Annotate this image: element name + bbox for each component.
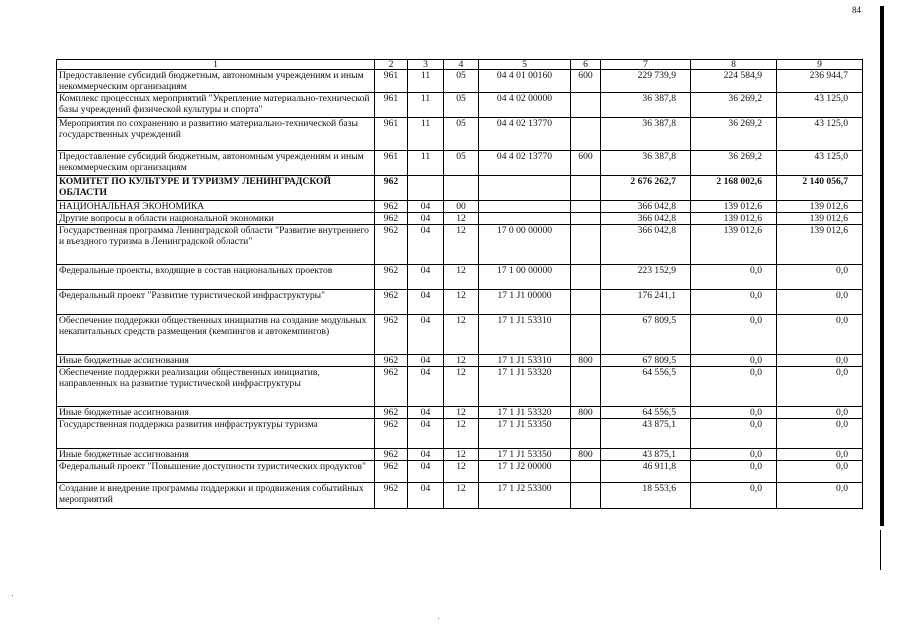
cell-amount-col8: 139 012,6 bbox=[691, 225, 777, 265]
cell-expense-type: 600 bbox=[571, 70, 601, 93]
cell-target-article: 04 4 01 00160 bbox=[479, 70, 571, 93]
cell-grbs: 962 bbox=[375, 315, 408, 355]
cell-amount-col7: 43 875,1 bbox=[601, 419, 691, 449]
cell-grbs: 962 bbox=[375, 355, 408, 367]
cell-amount-col9: 43 125,0 bbox=[777, 151, 863, 176]
header-cell-1: 1 bbox=[57, 60, 375, 70]
cell-amount-col8: 139 012,6 bbox=[691, 201, 777, 213]
cell-subsection: 05 bbox=[444, 70, 479, 93]
cell-subsection: 12 bbox=[444, 449, 479, 461]
cell-grbs: 961 bbox=[375, 151, 408, 176]
cell-subsection: 05 bbox=[444, 118, 479, 151]
cell-amount-col9: 0,0 bbox=[777, 461, 863, 483]
cell-amount-col8: 0,0 bbox=[691, 483, 777, 509]
cell-amount-col8: 0,0 bbox=[691, 290, 777, 315]
cell-amount-col9: 0,0 bbox=[777, 265, 863, 290]
cell-amount-col8: 0,0 bbox=[691, 265, 777, 290]
cell-expense-type: 800 bbox=[571, 407, 601, 419]
cell-name: Предоставление субсидий бюджетным, автономным учреждениям и иным некоммерческим организациям bbox=[57, 70, 375, 93]
cell-target-article bbox=[479, 176, 571, 201]
cell-amount-col7: 229 739,9 bbox=[601, 70, 691, 93]
cell-section: 04 bbox=[408, 290, 444, 315]
cell-grbs: 961 bbox=[375, 118, 408, 151]
cell-subsection: 12 bbox=[444, 213, 479, 225]
cell-grbs: 962 bbox=[375, 265, 408, 290]
cell-expense-type bbox=[571, 201, 601, 213]
cell-grbs: 962 bbox=[375, 449, 408, 461]
scan-speck bbox=[12, 595, 13, 596]
cell-amount-col9: 0,0 bbox=[777, 367, 863, 407]
cell-amount-col9: 0,0 bbox=[777, 449, 863, 461]
table-row bbox=[57, 93, 863, 118]
cell-subsection bbox=[444, 176, 479, 201]
cell-section: 04 bbox=[408, 407, 444, 419]
cell-section: 04 bbox=[408, 483, 444, 509]
header-cell-8: 8 bbox=[691, 60, 777, 70]
table-row bbox=[57, 315, 863, 355]
cell-name: Федеральные проекты, входящие в состав национальных проектов bbox=[57, 265, 375, 290]
cell-target-article bbox=[479, 201, 571, 213]
page-number: 84 bbox=[852, 5, 861, 15]
header-cell-3: 3 bbox=[408, 60, 444, 70]
cell-target-article: 17 1 J1 53350 bbox=[479, 449, 571, 461]
cell-target-article: 17 1 J1 53310 bbox=[479, 315, 571, 355]
budget-table bbox=[56, 59, 863, 509]
cell-amount-col8: 0,0 bbox=[691, 367, 777, 407]
cell-amount-col8: 0,0 bbox=[691, 449, 777, 461]
cell-grbs: 962 bbox=[375, 201, 408, 213]
cell-subsection: 00 bbox=[444, 201, 479, 213]
table-row bbox=[57, 355, 863, 367]
table-row bbox=[57, 449, 863, 461]
cell-subsection: 12 bbox=[444, 355, 479, 367]
cell-grbs: 962 bbox=[375, 483, 408, 509]
cell-section: 04 bbox=[408, 449, 444, 461]
cell-amount-col9: 43 125,0 bbox=[777, 118, 863, 151]
scan-edge-line-lower bbox=[880, 530, 881, 570]
cell-amount-col7: 36 387,8 bbox=[601, 151, 691, 176]
cell-name: Мероприятия по сохранению и развитию материально-технической базы государственных учреждений bbox=[57, 118, 375, 151]
cell-amount-col7: 2 676 262,7 bbox=[601, 176, 691, 201]
cell-expense-type bbox=[571, 93, 601, 118]
cell-section: 11 bbox=[408, 118, 444, 151]
cell-name: КОМИТЕТ ПО КУЛЬТУРЕ И ТУРИЗМУ ЛЕНИНГРАДСКОЙ ОБЛАСТИ bbox=[57, 176, 375, 201]
cell-target-article: 17 1 J1 53320 bbox=[479, 407, 571, 419]
cell-amount-col9: 0,0 bbox=[777, 290, 863, 315]
cell-amount-col7: 67 809,5 bbox=[601, 355, 691, 367]
cell-subsection: 12 bbox=[444, 461, 479, 483]
cell-grbs: 962 bbox=[375, 419, 408, 449]
cell-amount-col9: 0,0 bbox=[777, 355, 863, 367]
scan-speck bbox=[438, 618, 439, 619]
cell-expense-type: 800 bbox=[571, 449, 601, 461]
scan-edge-line bbox=[880, 6, 884, 526]
table-row bbox=[57, 176, 863, 201]
cell-amount-col7: 36 387,8 bbox=[601, 118, 691, 151]
cell-amount-col8: 36 269,2 bbox=[691, 151, 777, 176]
cell-name: Федеральный проект "Повышение доступности туристических продуктов" bbox=[57, 461, 375, 483]
cell-amount-col8: 0,0 bbox=[691, 315, 777, 355]
cell-expense-type: 600 bbox=[571, 151, 601, 176]
cell-expense-type bbox=[571, 213, 601, 225]
table-row bbox=[57, 213, 863, 225]
cell-name: Федеральный проект "Развитие туристической инфраструктуры" bbox=[57, 290, 375, 315]
table-row bbox=[57, 118, 863, 151]
table-row bbox=[57, 70, 863, 93]
cell-expense-type: 800 bbox=[571, 355, 601, 367]
cell-amount-col8: 36 269,2 bbox=[691, 93, 777, 118]
cell-amount-col8: 139 012,6 bbox=[691, 213, 777, 225]
table-row bbox=[57, 290, 863, 315]
cell-name: НАЦИОНАЛЬНАЯ ЭКОНОМИКА bbox=[57, 201, 375, 213]
cell-amount-col7: 366 042,8 bbox=[601, 225, 691, 265]
header-cell-2: 2 bbox=[375, 60, 408, 70]
cell-amount-col9: 139 012,6 bbox=[777, 225, 863, 265]
cell-name: Иные бюджетные ассигнования bbox=[57, 355, 375, 367]
cell-target-article: 17 1 J1 53310 bbox=[479, 355, 571, 367]
cell-amount-col9: 0,0 bbox=[777, 483, 863, 509]
table-row bbox=[57, 461, 863, 483]
cell-grbs: 962 bbox=[375, 367, 408, 407]
cell-section: 11 bbox=[408, 70, 444, 93]
cell-section: 11 bbox=[408, 151, 444, 176]
cell-amount-col9: 0,0 bbox=[777, 315, 863, 355]
cell-target-article: 17 0 00 00000 bbox=[479, 225, 571, 265]
cell-target-article: 04 4 02 00000 bbox=[479, 93, 571, 118]
cell-grbs: 962 bbox=[375, 407, 408, 419]
cell-target-article: 17 1 J1 53350 bbox=[479, 419, 571, 449]
cell-section bbox=[408, 176, 444, 201]
cell-subsection: 12 bbox=[444, 265, 479, 290]
cell-name: Обеспечение поддержки общественных инициатив на создание модульных некапитальных средств размещения (кемпингов и автокемпингов) bbox=[57, 315, 375, 355]
cell-amount-col9: 236 944,7 bbox=[777, 70, 863, 93]
cell-name: Государственная поддержка развития инфраструктуры туризма bbox=[57, 419, 375, 449]
cell-subsection: 12 bbox=[444, 407, 479, 419]
cell-subsection: 12 bbox=[444, 315, 479, 355]
cell-grbs: 962 bbox=[375, 176, 408, 201]
cell-subsection: 12 bbox=[444, 290, 479, 315]
cell-subsection: 05 bbox=[444, 151, 479, 176]
cell-amount-col8: 224 584,9 bbox=[691, 70, 777, 93]
cell-target-article: 17 1 J2 00000 bbox=[479, 461, 571, 483]
cell-expense-type bbox=[571, 419, 601, 449]
cell-amount-col7: 43 875,1 bbox=[601, 449, 691, 461]
cell-grbs: 962 bbox=[375, 461, 408, 483]
cell-target-article: 17 1 J1 53320 bbox=[479, 367, 571, 407]
cell-amount-col7: 18 553,6 bbox=[601, 483, 691, 509]
cell-amount-col8: 0,0 bbox=[691, 407, 777, 419]
table-header-row bbox=[57, 60, 863, 70]
cell-target-article: 17 1 J1 00000 bbox=[479, 290, 571, 315]
cell-name: Другие вопросы в области национальной экономики bbox=[57, 213, 375, 225]
header-cell-5: 5 bbox=[479, 60, 571, 70]
cell-amount-col7: 223 152,9 bbox=[601, 265, 691, 290]
table-row bbox=[57, 225, 863, 265]
table-row bbox=[57, 407, 863, 419]
cell-name: Обеспечение поддержки реализации общественных инициатив, направленных на развитие туристической инфраструктуры bbox=[57, 367, 375, 407]
cell-section: 04 bbox=[408, 367, 444, 407]
cell-section: 04 bbox=[408, 315, 444, 355]
cell-section: 11 bbox=[408, 93, 444, 118]
cell-expense-type bbox=[571, 290, 601, 315]
cell-target-article: 04 4 02 13770 bbox=[479, 118, 571, 151]
cell-amount-col8: 0,0 bbox=[691, 419, 777, 449]
cell-amount-col7: 176 241,1 bbox=[601, 290, 691, 315]
cell-subsection: 12 bbox=[444, 483, 479, 509]
cell-name: Иные бюджетные ассигнования bbox=[57, 449, 375, 461]
cell-target-article: 17 1 00 00000 bbox=[479, 265, 571, 290]
cell-target-article bbox=[479, 213, 571, 225]
cell-section: 04 bbox=[408, 461, 444, 483]
cell-section: 04 bbox=[408, 213, 444, 225]
header-cell-4: 4 bbox=[444, 60, 479, 70]
cell-grbs: 961 bbox=[375, 93, 408, 118]
cell-expense-type bbox=[571, 265, 601, 290]
header-cell-7: 7 bbox=[601, 60, 691, 70]
cell-expense-type bbox=[571, 367, 601, 407]
cell-amount-col9: 139 012,6 bbox=[777, 201, 863, 213]
cell-expense-type bbox=[571, 118, 601, 151]
cell-amount-col8: 36 269,2 bbox=[691, 118, 777, 151]
table-row bbox=[57, 201, 863, 213]
cell-expense-type bbox=[571, 483, 601, 509]
cell-target-article: 17 1 J2 53300 bbox=[479, 483, 571, 509]
cell-grbs: 962 bbox=[375, 225, 408, 265]
cell-expense-type bbox=[571, 461, 601, 483]
cell-grbs: 962 bbox=[375, 213, 408, 225]
cell-amount-col7: 67 809,5 bbox=[601, 315, 691, 355]
cell-amount-col7: 366 042,8 bbox=[601, 201, 691, 213]
cell-amount-col7: 366 042,8 bbox=[601, 213, 691, 225]
cell-amount-col9: 2 140 056,7 bbox=[777, 176, 863, 201]
table-row bbox=[57, 151, 863, 176]
cell-grbs: 962 bbox=[375, 290, 408, 315]
cell-subsection: 05 bbox=[444, 93, 479, 118]
cell-grbs: 961 bbox=[375, 70, 408, 93]
table-row bbox=[57, 419, 863, 449]
cell-name: Иные бюджетные ассигнования bbox=[57, 407, 375, 419]
cell-subsection: 12 bbox=[444, 419, 479, 449]
cell-section: 04 bbox=[408, 225, 444, 265]
cell-amount-col7: 36 387,8 bbox=[601, 93, 691, 118]
cell-subsection: 12 bbox=[444, 225, 479, 265]
cell-name: Комплекс процессных мероприятий "Укрепление материально-технической базы учреждений физической культуры и спорта" bbox=[57, 93, 375, 118]
cell-amount-col8: 0,0 bbox=[691, 461, 777, 483]
cell-amount-col9: 43 125,0 bbox=[777, 93, 863, 118]
cell-name: Предоставление субсидий бюджетным, автономным учреждениям и иным некоммерческим организациям bbox=[57, 151, 375, 176]
table-row bbox=[57, 483, 863, 509]
cell-section: 04 bbox=[408, 355, 444, 367]
cell-amount-col7: 64 556,5 bbox=[601, 367, 691, 407]
cell-target-article: 04 4 02 13770 bbox=[479, 151, 571, 176]
cell-section: 04 bbox=[408, 201, 444, 213]
cell-expense-type bbox=[571, 176, 601, 201]
cell-amount-col8: 2 168 002,6 bbox=[691, 176, 777, 201]
header-cell-9: 9 bbox=[777, 60, 863, 70]
cell-expense-type bbox=[571, 225, 601, 265]
table-row bbox=[57, 367, 863, 407]
cell-section: 04 bbox=[408, 265, 444, 290]
cell-amount-col9: 0,0 bbox=[777, 419, 863, 449]
cell-amount-col9: 139 012,6 bbox=[777, 213, 863, 225]
header-cell-6: 6 bbox=[571, 60, 601, 70]
cell-amount-col7: 64 556,5 bbox=[601, 407, 691, 419]
table-row bbox=[57, 265, 863, 290]
cell-name: Создание и внедрение программы поддержки и продвижения событийных мероприятий bbox=[57, 483, 375, 509]
cell-amount-col9: 0,0 bbox=[777, 407, 863, 419]
cell-section: 04 bbox=[408, 419, 444, 449]
cell-expense-type bbox=[571, 315, 601, 355]
cell-amount-col7: 46 911,8 bbox=[601, 461, 691, 483]
cell-name: Государственная программа Ленинградской области "Развитие внутреннего и въездного туризма в Ленинградской области" bbox=[57, 225, 375, 265]
cell-amount-col8: 0,0 bbox=[691, 355, 777, 367]
cell-subsection: 12 bbox=[444, 367, 479, 407]
